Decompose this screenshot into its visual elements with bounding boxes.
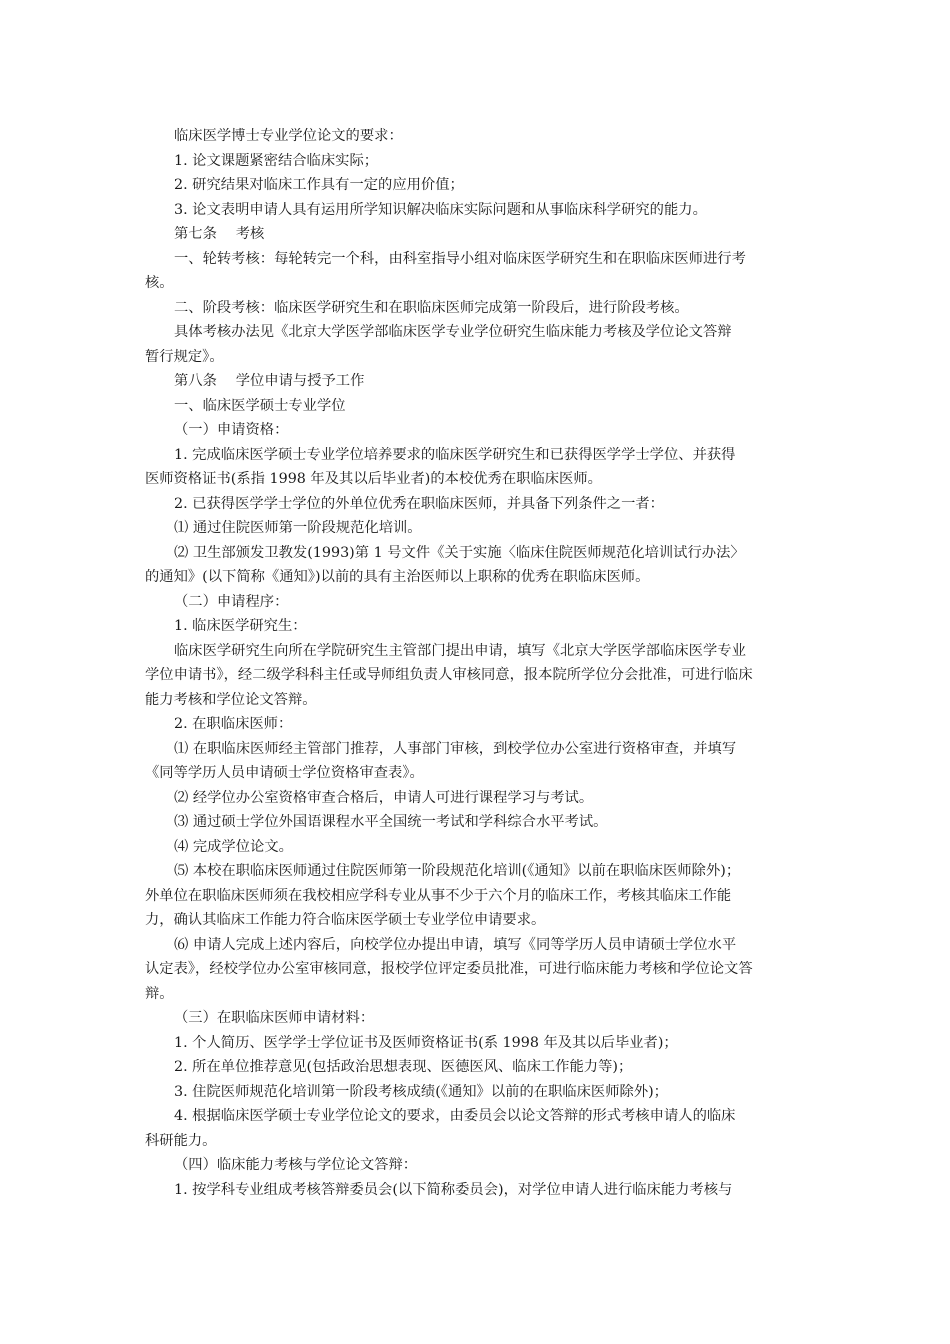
text-line: 一、临床医学硕士专业学位 [174, 397, 346, 414]
text-line: 2. 研究结果对临床工作具有一定的应用价值； [174, 177, 464, 193]
text-line: 暂行规定》。 [145, 348, 224, 365]
text-line: 认定表》，经校学位办公室审核同意，报校学位评定委员批准，可进行临床能力考核和学位论文答 [145, 961, 753, 977]
text-line: 临床医学博士专业学位论文的要求： [174, 128, 403, 144]
text-line: 2. 在职临床医师： [174, 716, 293, 732]
text-line: 第七条 考核 [174, 226, 265, 242]
text-line: 4. 根据临床医学硕士专业学位论文的要求，由委员会以论文答辩的形式考核申请人的临床 [174, 1108, 736, 1124]
text-line: 《同等学历人员申请硕士学位资格审查表》。 [145, 765, 424, 781]
text-line: 2. 所在单位推荐意见(包括政治思想表现、医德医风、临床工作能力等)； [174, 1059, 633, 1075]
text-line: 2. 已获得医学学士学位的外单位优秀在职临床医师，并具备下列条件之一者： [174, 495, 664, 512]
text-line: 1. 完成临床医学硕士专业学位培养要求的临床医学研究生和已获得医学学士学位、并获得 [174, 446, 736, 463]
text-line: 具体考核办法见《北京大学医学部临床医学专业学位研究生临床能力考核及学位论文答辩 [174, 324, 732, 340]
text-line: 一、轮转考核：每轮转完一个科，由科室指导小组对临床医学研究生和在职临床医师进行考 [174, 250, 746, 267]
text-line: ⑵ 经学位办公室资格审查合格后，申请人可进行课程学习与考试。 [174, 789, 594, 806]
document-body [145, 124, 810, 1202]
text-line: （二）申请程序： [174, 593, 289, 610]
text-line: 能力考核和学位论文答辩。 [145, 691, 317, 708]
text-line: 科研能力。 [145, 1132, 217, 1149]
text-line: ⑴ 通过住院医师第一阶段规范化培训。 [174, 520, 422, 536]
text-line: （四）临床能力考核与学位论文答辩： [174, 1157, 418, 1173]
text-line: 1. 临床医学研究生： [174, 618, 307, 634]
text-line: 第八条 学位申请与授予工作 [174, 373, 365, 389]
text-line: 的通知》(以下简称《通知》)以前的具有主治医师以上职称的优秀在职临床医师。 [145, 569, 650, 585]
text-line: 力，确认其临床工作能力符合临床医学硕士专业学位申请要求。 [145, 912, 546, 928]
text-line: 临床医学研究生向所在学院研究生主管部门提出申请，填写《北京大学医学部临床医学专业 [174, 642, 746, 659]
text-line: 1. 按学科专业组成考核答辩委员会(以下简称委员会)，对学位申请人进行临床能力考核与 [174, 1181, 733, 1198]
text-line: 3. 住院医师规范化培训第一阶段考核成绩(《通知》以前的在职临床医师除外)； [174, 1083, 668, 1100]
text-line: ⑴ 在职临床医师经主管部门推荐，人事部门审核，到校学位办公室进行资格审查，并填写 [174, 740, 737, 757]
text-line: 辩。 [145, 985, 174, 1002]
text-line: 1. 论文课题紧密结合临床实际； [174, 152, 379, 169]
text-line: ⑶ 通过硕士学位外国语课程水平全国统一考试和学科综合水平考试。 [174, 814, 608, 830]
text-line: 二、阶段考核：临床医学研究生和在职临床医师完成第一阶段后，进行阶段考核。 [174, 299, 689, 316]
text-line: （一）申请资格： [174, 422, 289, 438]
text-line: ⑷ 完成学位论文。 [174, 838, 293, 855]
text-line: 医师资格证书(系指 1998 年及其以后毕业者)的本校优秀在职临床医师。 [145, 471, 602, 487]
text-line: ⑵ 卫生部颁发卫教发(1993)第 1 号文件《关于实施〈临床住院医师规范化培训试行办法〉 [174, 544, 745, 561]
text-line: ⑹ 申请人完成上述内容后，向校学位办提出申请，填写《同等学历人员申请硕士学位水平 [174, 936, 737, 953]
text-line: 3. 论文表明申请人具有运用所学知识解决临床实际问题和从事临床科学研究的能力。 [174, 201, 707, 218]
text-line: 核。 [145, 275, 174, 291]
text-line: ⑸ 本校在职临床医师通过住院医师第一阶段规范化培训(《通知》以前在职临床医师除外)； [174, 863, 741, 879]
text-line: 学位申请书》，经二级学科科主任或导师组负责人审核同意，报本院所学位分会批准，可进行临床 [145, 667, 753, 683]
text-line: （三）在职临床医师申请材料： [174, 1010, 375, 1026]
text-line: 外单位在职临床医师须在我校相应学科专业从事不少于六个月的临床工作，考核其临床工作能 [145, 887, 732, 904]
text-line: 1. 个人简历、医学学士学位证书及医师资格证书(系 1998 年及其以后毕业者)； [174, 1034, 678, 1051]
